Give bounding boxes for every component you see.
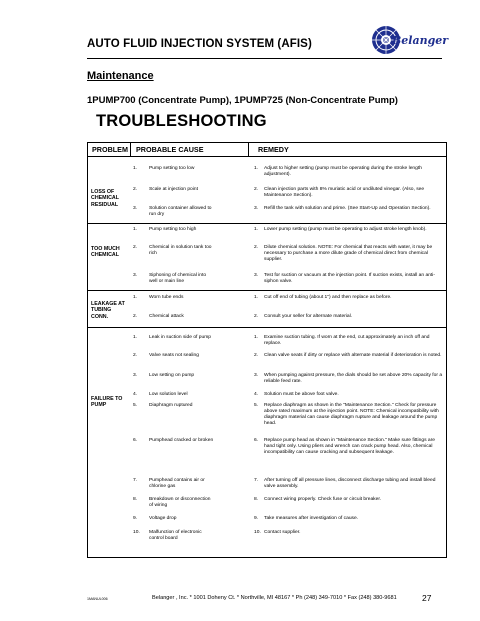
cause-item: 9. Voltage drop	[133, 516, 177, 521]
troubleshooting-table	[87, 142, 447, 558]
remedy-item: 1. Examine suction tubing. If worn at the end, cut approximately an inch off and replace.	[254, 335, 430, 346]
remedy-item: 6. Replace pump head as shown in "Maintenance Section." Make sure fittings are hand tight only. Using pliers and wrench can crack pump head. Also, chemical incompatibility can cause cracking and subsequent leakage.	[254, 438, 435, 455]
remedy-item: 10. Contact supplier.	[254, 530, 301, 535]
page-number: 27	[422, 593, 432, 603]
svg-text:Belanger: Belanger	[392, 34, 449, 47]
remedy-item: 3. When pumping against pressure, the dials should be set above 20% capacity for a reliable feed rate.	[254, 373, 443, 384]
column-header-problem: PROBLEM	[92, 145, 128, 154]
column-header-cause: PROBABLE CAUSE	[136, 145, 204, 154]
row-divider	[88, 290, 446, 291]
document-code: 1MANUL006	[87, 597, 108, 601]
header-separator	[130, 143, 131, 157]
header-separator	[248, 143, 249, 157]
cause-item: 7. Pumphead contains air or chlorine gas	[133, 478, 205, 489]
cause-item: 10. Malfunction of electronic control board	[133, 530, 202, 541]
belanger-logo	[370, 23, 449, 57]
cause-item: 2. Scale at injection point	[133, 187, 198, 192]
company-address: Belanger , Inc. * 1001 Doheny Ct. * Northville, MI 48167 * Ph (248) 349-7010 * Fax (248) 380-9681	[152, 595, 397, 601]
remedy-item: 2. Dilute chemical solution. NOTE: For chemical that reacts with water, it may be necessary to purchase a more dilute grade of chemical direct from chemical supplier.	[254, 245, 433, 262]
remedy-item: 2. Consult your seller for alternate material.	[254, 314, 353, 319]
cause-item: 3. Siphoning of chemical into well or main line	[133, 273, 207, 284]
remedy-item: 2. Clean valve seats if dirty or replace with alternate material if deterioration is noted.	[254, 353, 442, 358]
remedy-item: 3. Test for suction or vacuum at the injection point. If suction exists, install an anti-siphon valve.	[254, 273, 435, 284]
cause-item: 2. Chemical in solution tank too rich	[133, 245, 212, 256]
remedy-item: 8. Connect wiring properly. Check fuse or circuit breaker.	[254, 497, 382, 502]
remedy-item: 7. After turning off all pressure lines, disconnect discharge tubing and install bleed valve assembly.	[254, 478, 436, 489]
header-rule	[88, 156, 446, 157]
cause-item: 1. Worn tube ends	[133, 295, 184, 300]
row-divider	[88, 223, 446, 224]
cause-item: 6. Pumphead cracked or broken	[133, 438, 214, 443]
problem-label: TOO MUCH CHEMICAL	[91, 246, 120, 259]
cause-item: 5. Diaphragm ruptured	[133, 403, 193, 408]
remedy-item: 1. Lower pump setting (pump must be operating to adjust stroke length knob).	[254, 227, 427, 232]
model-line: 1PUMP700 (Concentrate Pump), 1PUMP725 (Non-Concentrate Pump)	[87, 95, 398, 106]
cause-item: 3. Low setting on pump	[133, 373, 195, 378]
remedy-item: 1. Adjust to higher setting (pump must be operating during the stroke length adjustment).	[254, 166, 422, 177]
page-title: TROUBLESHOOTING	[96, 112, 267, 130]
cause-item: 4. Low solution level	[133, 392, 188, 397]
remedy-item: 1. Cut off end of tubing (about 1") and then replace as before.	[254, 295, 392, 300]
cause-item: 2. Valve seats not sealing	[133, 353, 199, 358]
column-header-remedy: REMEDY	[258, 145, 289, 154]
remedy-item: 3. Refill the tank with solution and prime. (See Start-Up and Operation Section).	[254, 206, 431, 211]
cause-item: 3. Solution container allowed to run dry	[133, 206, 212, 217]
remedy-item: 9. Take measures after investigation of cause.	[254, 516, 359, 521]
cause-item: 8. Breakdown or disconnection of wiring	[133, 497, 211, 508]
cause-item: 2. Chemical attack	[133, 314, 184, 319]
cause-item: 1. Pump setting too high	[133, 227, 197, 232]
remedy-item: 4. Solution must be above foot valve.	[254, 392, 339, 397]
cause-item: 1. Pump setting too low	[133, 166, 195, 171]
remedy-item: 2. Clean injection parts with 8% muriatic acid or undiluted vinegar. (Also, see Maintenance Section).	[254, 187, 425, 198]
problem-label: FAILURE TO PUMP	[91, 396, 123, 409]
header-divider	[87, 58, 442, 59]
document-header-title: AUTO FLUID INJECTION SYSTEM (AFIS)	[87, 38, 312, 50]
cause-item: 1. Leak in suction side of pump	[133, 335, 211, 340]
row-divider	[88, 327, 446, 328]
section-title: Maintenance	[87, 70, 154, 82]
remedy-item: 5. Replace diaphragm as shown in the "Maintenance Section." Check for pressure above rated maximum at the injection point. NOTE: Chemical incompatibility with diaphragm material can cause diaphragm rupture and leakage around the pump head.	[254, 403, 439, 426]
problem-label: LEAKAGE AT TUBING CONN.	[91, 301, 125, 320]
problem-label: LOSS OF CHEMICAL RESIDUAL	[91, 189, 119, 208]
